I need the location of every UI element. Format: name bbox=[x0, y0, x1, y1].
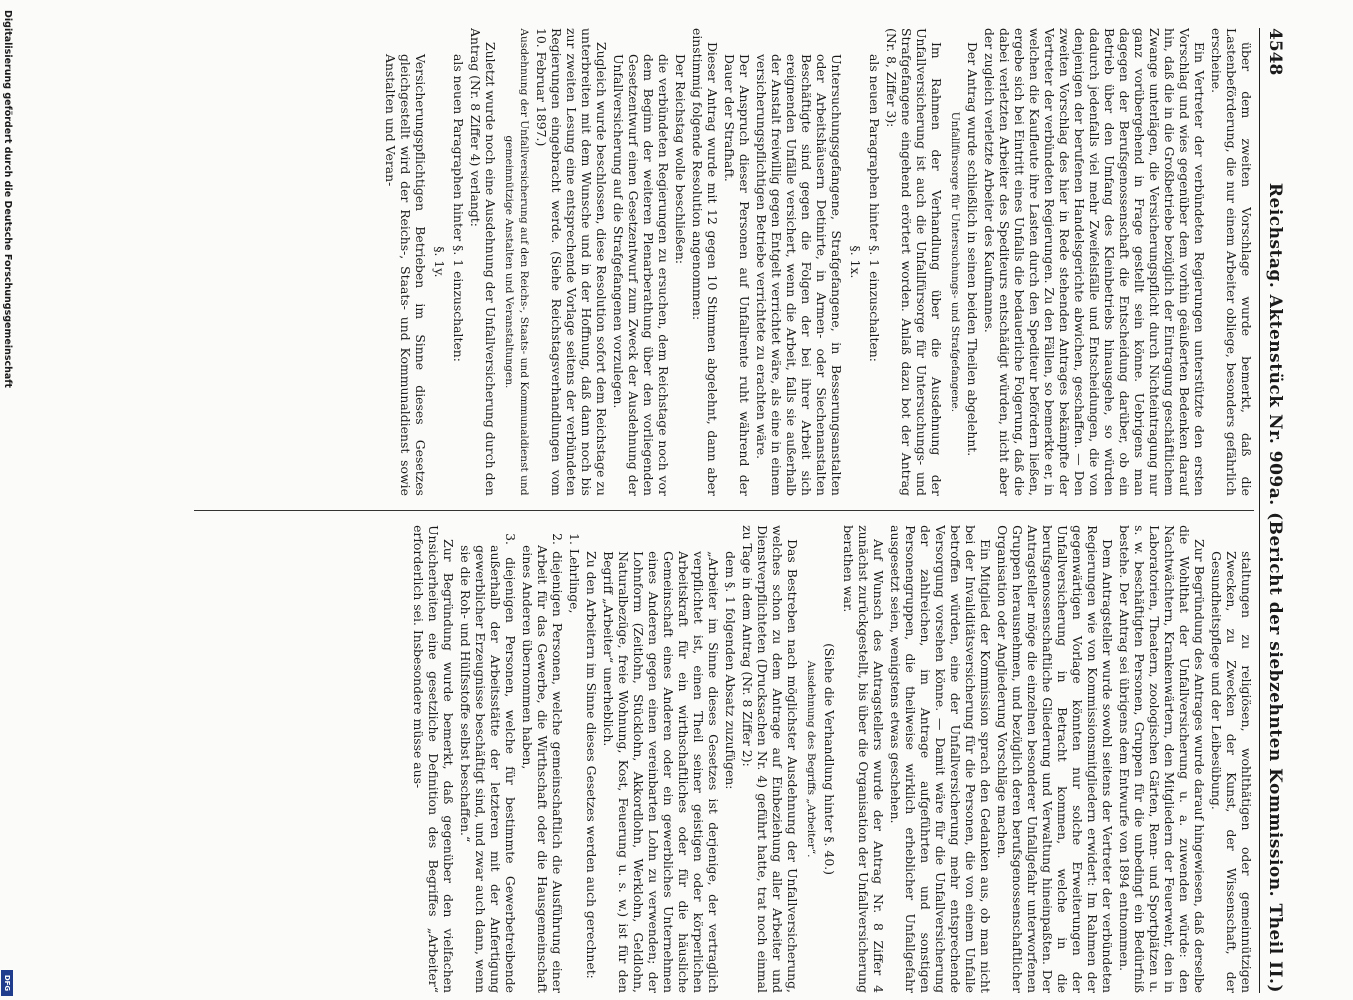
page-number: 4548 bbox=[1265, 28, 1285, 76]
page-title: Reichstag. Aktenstück Nr. 909a. (Bericht der siebzehnten Kommission. Theil II.) bbox=[1265, 182, 1285, 993]
right-column-paragraph: „Arbeiter im Sinne dieses Gesetzes ist derjenige, der vertraglich verpflichtet ist, einen Theil seiner geistigen oder körperlichen Arbeitskraft für ein wirthschaftliches oder für die häusliche Gemeinschaft eines Anderen oder ein gewerbliches Unternehmen eines Anderen gegen einen vereinbarten Lohn zu verwenden; der Lohnform (Zeitlohn, Stücklohn, Akkordlohn, Werklohn, Geldlohn, Naturalbezüge, freie Wohnung, Kost, Feuerung u. s. w.) ist für den Begriff „Arbeiter“ unerheblich. bbox=[601, 551, 721, 993]
right-column bbox=[194, 525, 1254, 993]
left-column-paragraph: Unfallfürsorge für Untersuchungs- und Strafgefangene. bbox=[949, 111, 961, 413]
right-column-paragraph: Zur Begründung wurde bemerkt, daß gegenüber den vielfachen Unsicherheiten eine gesetzliche Definition des Begriffes „Arbeiter“ erforderlich sei. Insbesondere müsse aus- bbox=[411, 525, 456, 993]
left-column-paragraph: §. 1y. bbox=[432, 246, 447, 278]
right-column-paragraph: 3. diejenigen Personen, welche für bestimmte Gewerbetreibende außerhalb der Arbeitsstätte der letzteren mit der Anfertigung gewerblicher Erzeugnisse beschäftigt sind, und zwar auch dann, wenn sie die Roh- und Hülfsstoffe selbst beschaffen.“ bbox=[458, 533, 518, 993]
right-column-paragraph: Ausdehnung des Begriffs „Arbeiter“. bbox=[805, 660, 817, 858]
column-divider bbox=[194, 510, 1254, 511]
left-column-paragraph: als neuen Paragraphen hinter §. 1 einzuschalten: bbox=[867, 54, 882, 362]
left-column-paragraph: Versicherungspflichtigen Betrieben im Sinne dieses Gesetzes gleichgestellt wird der Reichs-, Staats- und Kommunaldienst sowie Anstalten und Veran- bbox=[383, 54, 428, 496]
right-column-paragraph: Auf Wunsch des Antragstellers wurde der Antrag Nr. 8 Ziffer 4 zunächst zurückgestellt, bis über die Organisation der Unfallversicherung berathen war. bbox=[841, 525, 886, 993]
digitization-credit: Digitalisierung gefördert durch die Deutsche Forschungsgemeinschaft bbox=[2, 10, 13, 388]
left-column-paragraph: §. 1x. bbox=[848, 245, 863, 279]
digitization-credit-strip bbox=[0, 0, 14, 1000]
text-columns bbox=[194, 28, 1254, 993]
right-column-paragraph: Ein Mitglied der Kommission sprach den Gedanken aus, ob man nicht bei der Invaliditätsversicherung für die Personen, die von einem Unfalle betroffen würden, eine der Unfallversicherung mehr entsprechende Versorgung vorsehen könne. — Damit wäre für die Unfallversicherung der zahlreichen, im Antrage aufgeführten und sonstigen Personengruppen, die theilweise wirklich erheblicher Unfallgefahr ausgesetzt seien, wenigstens etwas geschehen. bbox=[888, 525, 993, 993]
left-column-paragraph: Der Antrag wurde schließlich in seinen beiden Theilen abgelehnt. bbox=[965, 42, 980, 457]
page-header bbox=[1259, 28, 1290, 993]
right-column-paragraph: dem §. 1 folgenden Absatz zuzufügen: bbox=[723, 551, 738, 790]
right-column-paragraph: Zur Begründung des Antrages wurde darauf hingewiesen, daß derselbe die Wohlthat der Unfallversicherung u. a. zuwenden würde: den Nachtwächtern, Krankenwärtern, den Mitgliedern der Feuerwehr, den in Laboratorien, Theatern, zoologischen Gärten, Renn- und Sportplätzen u. s. w. beschäftigten Personen, Gruppen für die unbedingt ein Bedürfniß bestehe. Der Antrag sei übrigens dem Entwurfe von 1894 entnommen. bbox=[1117, 525, 1207, 993]
left-column-paragraph: Ein Vertreter der verbündeten Regierungen unterstützte den ersten Vorschlag und wies gegenüber dem vorhin geäußerten Bedenken darauf hin, daß die in die Großbetriebe bezüglich der Eintragung geschäftlichem Zwange unterlägen, die Versicherungspflicht durch Nichteintragung nur ganz vorübergehend in Frage gestellt sein könne. Uebrigens man dagegen der Berufsgenossenschaft die Entscheidung darüber, ob ein Betrieb über den Umfang des Kleinbetriebs hinausgehe, so würden dadurch jedenfalls viel mehr Zweifelsfälle und Entscheidungen, die von denjenigen der berufenen Handelsgerichte abwichen, geschaffen. — Den zweiten Vorschlag des hier in Rede stehenden Antrages bekämpfte der Vertreter der verbündeten Regierungen. Zu den Fällen, so bemerkte er, in welchen die Kaufleute ihre Lasten durch den Spediteur befördern ließen, ergebe sich bei Eintritt eines Unfalls die bedauerliche Folgerung, daß die dabei verletzten Arbeiter des Spediteurs entschädigt würden, nicht aber der zugleich verletzte Arbeiter des Kaufmannes. bbox=[982, 28, 1207, 496]
left-column bbox=[194, 28, 1254, 496]
left-column-paragraph: als neuen Paragraphen hinter §. 1 einzuschalten: bbox=[451, 54, 466, 362]
right-column-paragraph: Dem Antragsteller wurde sowohl seitens der Vertreter der verbündeten Regierungen wie von Kommissionsmitgliedern erwidert: Im Rahmen der gegenwärtigen Vorlage könnten nur solche Erweiterungen der Unfallversicherung in Betracht kommen, welche in die berufsgenossenschaftliche Gliederung und Verwaltung hineinpaßten. Der Antragsteller möge die einzelnen besonderer Unfallgefahr unterworfenen Gruppen herausnehmen, und bezüglich deren berufsgenossenschaftlicher Organisation oder Angliederung Vorschläge machen. bbox=[995, 525, 1115, 993]
left-column-paragraph: Zuletzt wurde noch eine Ausdehnung der Unfallversicherung durch den Antrag (Nr. 8 Ziffer 4) verlangt: bbox=[468, 28, 498, 496]
right-column-paragraph: (Siehe die Verhandlung hinter §. 40.) bbox=[822, 643, 837, 875]
left-column-paragraph: Der Anspruch dieser Personen auf Unfallrente ruht während der Dauer der Strafhaft. bbox=[722, 54, 752, 496]
left-column-paragraph: Untersuchungsgefangene, Strafgefangene, in Besserungsanstalten oder Arbeitshäusern Detinirte, in Armen- oder Siechenanstalten Beschäftigte sind gegen die Folgen der bei ihrer Arbeit sich ereignenden Unfälle versichert, wenn die Arbeit, falls sie außerhalb der Anstalt freiwillig gegen Entgelt verrichtet wäre, als eine in einem versicherungspflichtigen Betriebe verrichtete zu erachten wäre. bbox=[754, 54, 844, 496]
right-column-paragraph: 2. diejenigen Personen, welche gemeinschaftlich die Ausführung einer Arbeit für das Gewerbe, die Wirthschaft oder die Hausgemeinschaft eines Anderen übernommen haben, bbox=[520, 533, 565, 993]
left-column-paragraph: Zugleich wurde beschlossen, diese Resolution sofort dem Reichstage zu unterbreiten mit dem Wunsche und in der Hoffnung, daß dann noch bis zur zweiten Lesung eine entsprechende Vorlage seitens der verbündeten Regierungen eingebracht werde. (Siehe Reichstagsverhandlungen vom 10. Februar 1897.) bbox=[534, 28, 609, 496]
right-column-paragraph: Das Bestreben nach möglichster Ausdehnung der Unfallversicherung, welches schon zu dem Antrage auf Einbeziehung aller Arbeiter und Dienstverpflichteten (Drucksachen Nr. 4) geführt hatte, trat noch einmal zu Tage in dem Antrag (Nr. 8 Ziffer 2): bbox=[740, 525, 800, 993]
left-column-paragraph: Ausdehnung der Unfallversicherung auf den Reichs-, Staats- und Kommunaldienst und gemeinnützige Anstalten und Veranstaltungen. bbox=[503, 28, 530, 496]
right-column-paragraph: Zu den Arbeitern im Sinne dieses Gesetzes werden auch gerechnet: bbox=[584, 551, 599, 979]
left-column-paragraph: die verbündeten Regierungen zu ersuchen, dem Reichstage noch vor dem Beginn der weiteren Plenarberathung über den vorliegenden Gesetzentwurf einen Gesetzentwurf zum Zweck der Ausdehnung der Unfallversicherung auf die Strafgefangenen vorzulegen. bbox=[611, 54, 671, 496]
left-column-paragraph: über dem zweiten Vorschlage wurde bemerkt, daß die Lastenbeförderung, die nur einem Arbeiter obliege, besonders gefährlich erscheine. bbox=[1209, 28, 1254, 496]
dfg-logo-icon: DFG bbox=[1, 970, 13, 996]
right-column-paragraph: 1. Lehrlinge, bbox=[567, 533, 582, 614]
left-column-paragraph: Der Reichstag wolle beschließen: bbox=[673, 54, 688, 265]
left-column-paragraph: Im Rahmen der Verhandlung über die Ausdehnung der Unfallversicherung ist auch die Unfallfürsorge für Untersuchungs- und Strafgefangene eingehend erörtert worden. Anlaß dazu bot der Antrag (Nr. 8, Ziffer 3): bbox=[884, 28, 944, 496]
right-column-paragraph: staltungen zu religiösen, wohlthätigen oder gemeinnützigen Zwecken, zu Zwecken der Kunst, der Wissenschaft, der Gesundheitspflege und der Leibesübung. bbox=[1209, 551, 1254, 993]
rotated-page-content bbox=[170, 28, 1290, 993]
left-column-paragraph: Dieser Antrag wurde mit 12 gegen 10 Stimmen abgelehnt, dann aber einstimmig folgende Resolution angenommen: bbox=[690, 28, 720, 496]
